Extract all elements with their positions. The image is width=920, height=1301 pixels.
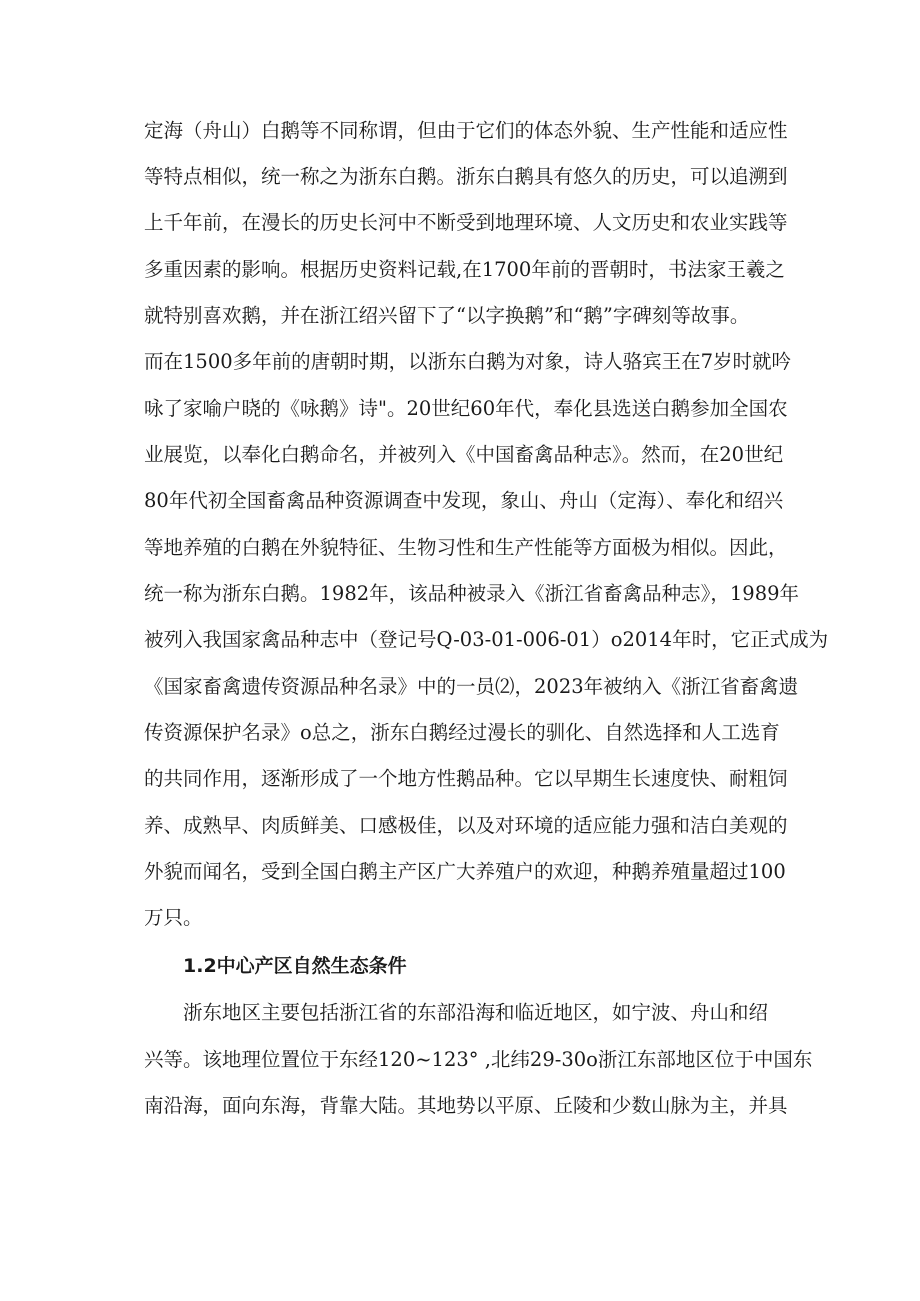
paragraph-1-line: 《国家畜禽遗传资源品种名录》中的一员⑵，2023年被纳入《浙江省畜禽遗 [144,675,799,698]
paragraph-2-line: 浙东地区主要包括浙江省的东部沿海和临近地区，如宁波、舟山和绍 [183,1001,769,1024]
paragraph-1-line: 咏了家喻户晓的《咏鹅》诗"。20世纪60年代，奉化县选送白鹅参加全国农 [144,397,788,420]
paragraph-1-line: 而在1500多年前的唐朝时期，以浙东白鹅为对象，诗人骆宾王在7岁时就吟 [144,350,792,373]
paragraph-1-line: 业展览，以奉化白鹅命名，并被列入《中国畜禽品种志》。然而，在20世纪 [144,443,784,466]
paragraph-1-line: 统一称为浙东白鹅。1982年，该品种被录入《浙江省畜禽品种志》，1989年 [144,582,800,605]
paragraph-1-line: 等特点相似，统一称之为浙东白鹅。浙东白鹅具有悠久的历史，可以追溯到 [144,165,788,188]
paragraph-1-line: 多重因素的影响。根据历史资料记载,在1700年前的晋朝时，书法家王羲之 [144,258,785,281]
paragraph-1-line: 外貌而闻名，受到全国白鹅主产区广大养殖户的欢迎，种鹅养殖量超过100 [144,860,786,883]
paragraph-1-line: 等地养殖的白鹅在外貌特征、生物习性和生产性能等方面极为相似。因此， [144,536,788,559]
paragraph-1-line: 万只。 [144,906,203,929]
paragraph-1-line: 定海（舟山）白鹅等不同称谓，但由于它们的体态外貌、生产性能和适应性 [144,119,788,142]
paragraph-1-line: 养、成熟早、肉质鲜美、口感极佳，以及对环境的适应能力强和洁白美观的 [144,814,788,837]
paragraph-2-line: 南沿海，面向东海，背靠大陆。其地势以平原、丘陵和少数山脉为主，并具 [144,1094,788,1117]
paragraph-1-line: 就特别喜欢鹅，并在浙江绍兴留下了“以字换鹅”和“鹅”字碑刻等故事。 [144,304,750,327]
section-heading: 1.2中心产区自然生态条件 [183,955,407,977]
paragraph-1-line: 被列入我国家禽品种志中（登记号Q-03-01-006-01）o2014年时，它正式成为 [144,628,829,651]
paragraph-1-line: 传资源保护名录》o总之，浙东白鹅经过漫长的驯化、自然选择和人工选育 [144,721,780,744]
paragraph-1-line: 上千年前，在漫长的历史长河中不断受到地理环境、人文历史和农业实践等 [144,211,788,234]
paragraph-1-line: 80年代初全国畜禽品种资源调查中发现，象山、舟山（定海）、奉化和绍兴 [144,489,784,512]
paragraph-1-line: 的共同作用，逐渐形成了一个地方性鹅品种。它以早期生长速度快、耐粗饲 [144,767,788,790]
paragraph-2-line: 兴等。该地理位置位于东经120~123° ,北纬29-30o浙江东部地区位于中国东 [144,1048,813,1071]
